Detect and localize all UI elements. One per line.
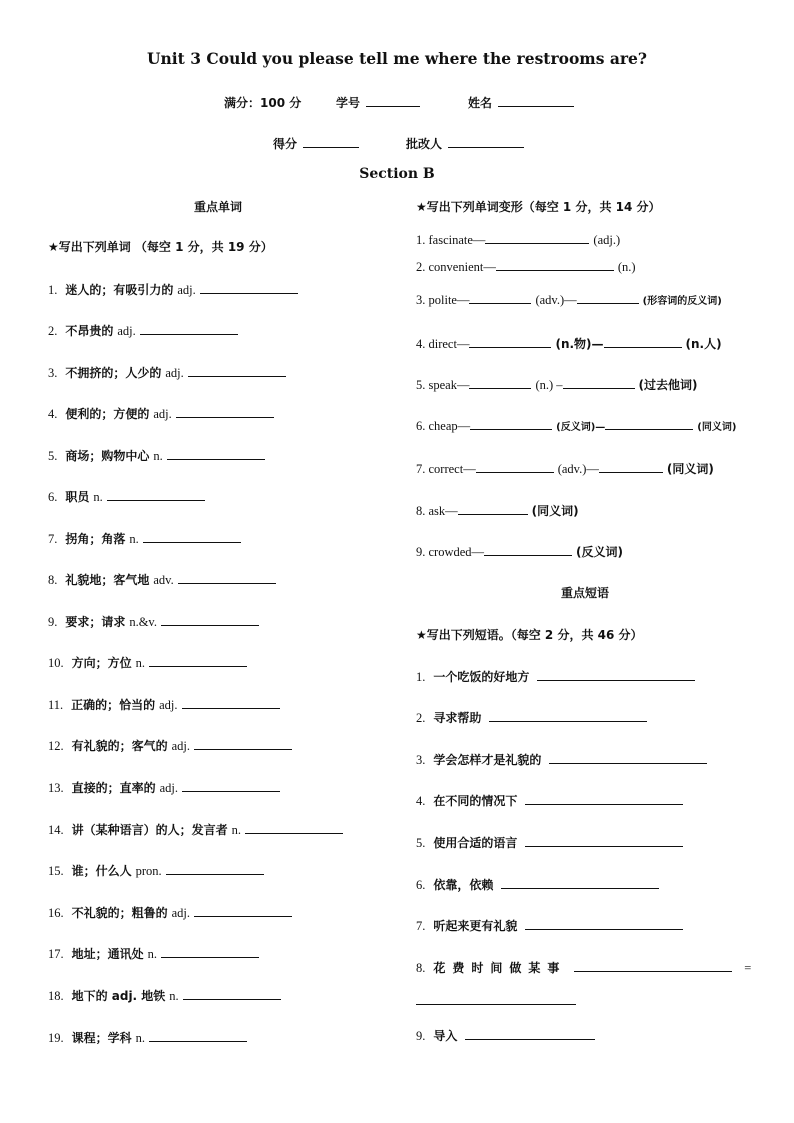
- form-hint: (n.物)—: [555, 337, 604, 351]
- vocab-item: [48, 447, 265, 464]
- item-number: 7.: [416, 919, 426, 933]
- item-pos: adj.: [117, 324, 136, 338]
- item-pos: n.: [169, 989, 179, 1003]
- word-form-item: [416, 232, 620, 248]
- item-pos: adj.: [171, 906, 190, 920]
- answer-blank[interactable]: [161, 614, 259, 626]
- item-number: 6.: [48, 490, 58, 504]
- answer-blank[interactable]: [200, 282, 298, 294]
- name-group: [468, 94, 574, 111]
- form-hint: (反义词)—: [556, 422, 606, 433]
- item-number: 2.: [416, 711, 426, 725]
- vocab-item: [48, 821, 343, 838]
- vocab-item: [48, 405, 274, 422]
- answer-blank-continuation[interactable]: [416, 990, 576, 1005]
- item-chinese: 依靠，依赖: [433, 878, 494, 892]
- form-base: 5. speak—: [416, 378, 470, 392]
- item-number: 16.: [48, 906, 64, 920]
- answer-blank[interactable]: [176, 406, 274, 418]
- item-chinese: 不礼貌的；粗鲁的: [71, 906, 168, 920]
- vocab-item: [48, 281, 298, 298]
- item-chinese: 学会怎样才是礼貌的: [433, 753, 542, 767]
- vocab-item: [48, 571, 276, 588]
- score-group: [273, 135, 359, 152]
- name-label: 姓名: [468, 96, 493, 110]
- phrase-item: [416, 751, 707, 768]
- answer-blank[interactable]: [489, 710, 647, 722]
- form-base: 2. convenient—: [416, 260, 496, 274]
- form-base: 4. direct—: [416, 337, 470, 351]
- answer-blank[interactable]: [161, 946, 259, 958]
- phrase-item: [416, 709, 647, 726]
- item-pos: n.: [231, 823, 241, 837]
- answer-blank[interactable]: [476, 461, 554, 473]
- answer-blank[interactable]: [525, 918, 683, 930]
- form-hint: (形容词的反义词): [642, 296, 722, 307]
- answer-blank[interactable]: [245, 822, 343, 834]
- section-heading: Section B: [359, 166, 435, 182]
- item-pos: n.: [135, 1031, 145, 1045]
- form-hint: (反义词): [576, 545, 624, 559]
- answer-blank[interactable]: [574, 960, 732, 972]
- item-chinese: 课程；学科: [71, 1031, 132, 1045]
- answer-blank[interactable]: [166, 863, 264, 875]
- form-hint: (n.) –: [535, 378, 563, 392]
- student-no-group: [336, 94, 420, 111]
- score-field[interactable]: [303, 135, 359, 148]
- answer-blank[interactable]: [537, 669, 695, 681]
- vocab-item: [48, 779, 280, 796]
- vocab-item: [48, 322, 238, 339]
- form-hint: (n.人): [685, 337, 722, 351]
- item-number: 19.: [48, 1031, 64, 1045]
- item-number: 6.: [416, 878, 426, 892]
- form-base: 6. cheap—: [416, 419, 471, 433]
- answer-blank[interactable]: [469, 336, 551, 348]
- answer-blank[interactable]: [465, 1028, 595, 1040]
- form-base: 1. fascinate—: [416, 233, 486, 247]
- form-hint: (adv.)—: [535, 293, 577, 307]
- item-chinese: 要求；请求: [65, 615, 126, 629]
- item-chinese: 拐角；角落: [65, 532, 126, 546]
- item-number: 8.: [416, 961, 426, 975]
- word-form-item: [416, 543, 623, 560]
- item-chinese: 方向；方位: [71, 656, 132, 670]
- answer-blank[interactable]: [107, 489, 205, 501]
- item-number: 7.: [48, 532, 58, 546]
- item-chinese: 不拥挤的；人少的: [65, 366, 162, 380]
- item-chinese: 商场；购物中心: [65, 449, 150, 463]
- item-pos: adj.: [159, 698, 178, 712]
- item-pos: n.: [135, 656, 145, 670]
- left-heading: 重点单词: [193, 200, 242, 214]
- item-number: 14.: [48, 823, 64, 837]
- item-pos: n.&v.: [129, 615, 157, 629]
- word-form-item: [416, 460, 714, 477]
- form-hint: (adv.)—: [557, 462, 599, 476]
- item-chinese: 使用合适的语言: [433, 836, 518, 850]
- word-form-item: [416, 418, 736, 434]
- answer-blank[interactable]: [469, 377, 531, 389]
- word-form-item: [416, 259, 636, 275]
- phrase-item: [416, 959, 751, 976]
- vocab-item: [48, 945, 259, 962]
- form-hint: (过去他词): [638, 378, 698, 392]
- item-pos: adj.: [165, 366, 184, 380]
- item-chinese: 讲（某种语言）的人；发言者: [71, 823, 228, 837]
- form-base: 3. polite—: [416, 293, 470, 307]
- word-form-item: [416, 292, 722, 308]
- item-number: 15.: [48, 864, 64, 878]
- answer-blank[interactable]: [525, 835, 683, 847]
- vocab-item: [48, 530, 241, 547]
- vocab-item: [48, 613, 259, 630]
- answer-blank[interactable]: [182, 697, 280, 709]
- item-chinese: 地下的 adj. 地铁: [71, 989, 166, 1003]
- item-chinese: 不昂贵的: [65, 324, 114, 338]
- item-number: 1.: [416, 670, 426, 684]
- form-hint: (n.): [617, 260, 636, 274]
- vocab-item: [48, 1029, 247, 1046]
- item-chinese: 礼貌地；客气地: [65, 573, 150, 587]
- item-number: 3.: [48, 366, 58, 380]
- item-pos: n.: [153, 449, 163, 463]
- phrase-item: [416, 1027, 595, 1044]
- item-number: 2.: [48, 324, 58, 338]
- student-no-field[interactable]: [366, 94, 420, 107]
- answer-blank[interactable]: [605, 418, 693, 430]
- answer-blank[interactable]: [149, 1030, 247, 1042]
- word-form-item: [416, 502, 579, 519]
- form-hint: (同义词): [531, 504, 579, 518]
- vocab-item: [48, 904, 292, 921]
- answer-blank[interactable]: [143, 531, 241, 543]
- vocab-item: [48, 987, 281, 1004]
- answer-blank[interactable]: [167, 448, 265, 460]
- item-chinese: 地址；通讯处: [71, 947, 144, 961]
- right-heading-phrases: 重点短语: [560, 586, 609, 600]
- item-number: 9.: [48, 615, 58, 629]
- item-chinese: 迷人的；有吸引力的: [65, 283, 174, 297]
- student-no-label: 学号: [336, 96, 361, 110]
- answer-blank[interactable]: [140, 323, 238, 335]
- equals-sign: =: [744, 961, 752, 975]
- item-chinese: 谁；什么人: [71, 864, 132, 878]
- item-number: 1.: [48, 283, 58, 297]
- item-pos: adj.: [153, 407, 172, 421]
- item-number: 4.: [48, 407, 58, 421]
- left-instruction: ★写出下列单词 （每空 1 分，共 19 分）: [48, 240, 273, 254]
- answer-blank[interactable]: [188, 365, 286, 377]
- phrase-item: [416, 876, 659, 893]
- answer-blank[interactable]: [458, 503, 528, 515]
- item-chinese: 直接的；直率的: [71, 781, 156, 795]
- item-chinese: 听起来更有礼貌: [433, 919, 518, 933]
- answer-blank[interactable]: [183, 988, 281, 1000]
- answer-blank[interactable]: [469, 292, 531, 304]
- answer-blank[interactable]: [549, 752, 707, 764]
- item-number: 10.: [48, 656, 64, 670]
- phrase-item: [416, 917, 683, 934]
- grader-label: 批改人: [406, 137, 443, 151]
- item-number: 12.: [48, 739, 64, 753]
- vocab-item: [48, 654, 247, 671]
- form-hint: (同义词): [666, 462, 714, 476]
- item-pos: n.: [129, 532, 139, 546]
- item-number: 4.: [416, 794, 426, 808]
- name-field[interactable]: [498, 94, 574, 107]
- vocab-item: [48, 696, 280, 713]
- vocab-item: [48, 737, 292, 754]
- item-pos: adj.: [159, 781, 178, 795]
- item-chinese: 在不同的情况下: [433, 794, 518, 808]
- answer-blank[interactable]: [563, 377, 635, 389]
- form-hint: (同义词): [697, 422, 737, 433]
- item-number: 3.: [416, 753, 426, 767]
- answer-blank[interactable]: [182, 780, 280, 792]
- form-base: 9. crowded—: [416, 545, 485, 559]
- item-number: 17.: [48, 947, 64, 961]
- item-number: 5.: [48, 449, 58, 463]
- item-number: 18.: [48, 989, 64, 1003]
- item-chinese: 有礼貌的；客气的: [71, 739, 168, 753]
- item-pos: n.: [147, 947, 157, 961]
- item-chinese: 寻求帮助: [433, 711, 482, 725]
- grader-group: [406, 135, 524, 152]
- answer-blank[interactable]: [178, 572, 276, 584]
- word-form-item: [416, 376, 698, 393]
- form-base: 8. ask—: [416, 504, 458, 518]
- answer-blank[interactable]: [525, 793, 683, 805]
- item-number: 8.: [48, 573, 58, 587]
- answer-blank[interactable]: [149, 655, 247, 667]
- item-chinese: 正确的；恰当的: [71, 698, 156, 712]
- answer-blank[interactable]: [577, 292, 639, 304]
- answer-blank[interactable]: [194, 738, 292, 750]
- vocab-item: [48, 862, 264, 879]
- item-pos: n.: [93, 490, 103, 504]
- answer-blank[interactable]: [599, 461, 663, 473]
- item-chinese: 职员: [65, 490, 90, 504]
- item-chinese: 便利的；方便的: [65, 407, 150, 421]
- answer-blank[interactable]: [194, 905, 292, 917]
- item-chinese: 花费时间做某事: [433, 961, 567, 975]
- answer-blank[interactable]: [470, 418, 552, 430]
- item-number: 9.: [416, 1029, 426, 1043]
- right-instruction-phrases: ★写出下列短语。（每空 2 分，共 46 分）: [416, 628, 643, 642]
- form-hint: (adj.): [593, 233, 621, 247]
- answer-blank[interactable]: [501, 877, 659, 889]
- item-pos: adv.: [153, 573, 174, 587]
- score-label: 得分: [273, 137, 298, 151]
- word-form-item: [416, 335, 722, 352]
- phrase-item: [416, 668, 695, 685]
- answer-blank[interactable]: [496, 259, 614, 271]
- item-chinese: 一个吃饭的好地方: [433, 670, 530, 684]
- vocab-item: [48, 488, 205, 505]
- answer-blank[interactable]: [604, 336, 682, 348]
- item-number: 11.: [48, 698, 64, 712]
- grader-field[interactable]: [448, 135, 524, 148]
- item-number: 5.: [416, 836, 426, 850]
- answer-blank[interactable]: [484, 544, 572, 556]
- phrase-item: [416, 834, 683, 851]
- item-number: 13.: [48, 781, 64, 795]
- page-title: Unit 3 Could you please tell me where the restrooms are?: [147, 49, 647, 68]
- item-chinese: 导入: [433, 1029, 458, 1043]
- item-pos: pron.: [135, 864, 162, 878]
- score-info-row: [224, 94, 301, 111]
- answer-blank[interactable]: [485, 232, 589, 244]
- vocab-item: [48, 364, 286, 381]
- item-pos: adj.: [177, 283, 196, 297]
- full-score-label: 满分：100 分: [224, 96, 302, 110]
- right-instruction: ★写出下列单词变形（每空 1 分，共 14 分）: [416, 200, 661, 214]
- item-pos: adj.: [171, 739, 190, 753]
- phrase-item: [416, 792, 683, 809]
- form-base: 7. correct—: [416, 462, 476, 476]
